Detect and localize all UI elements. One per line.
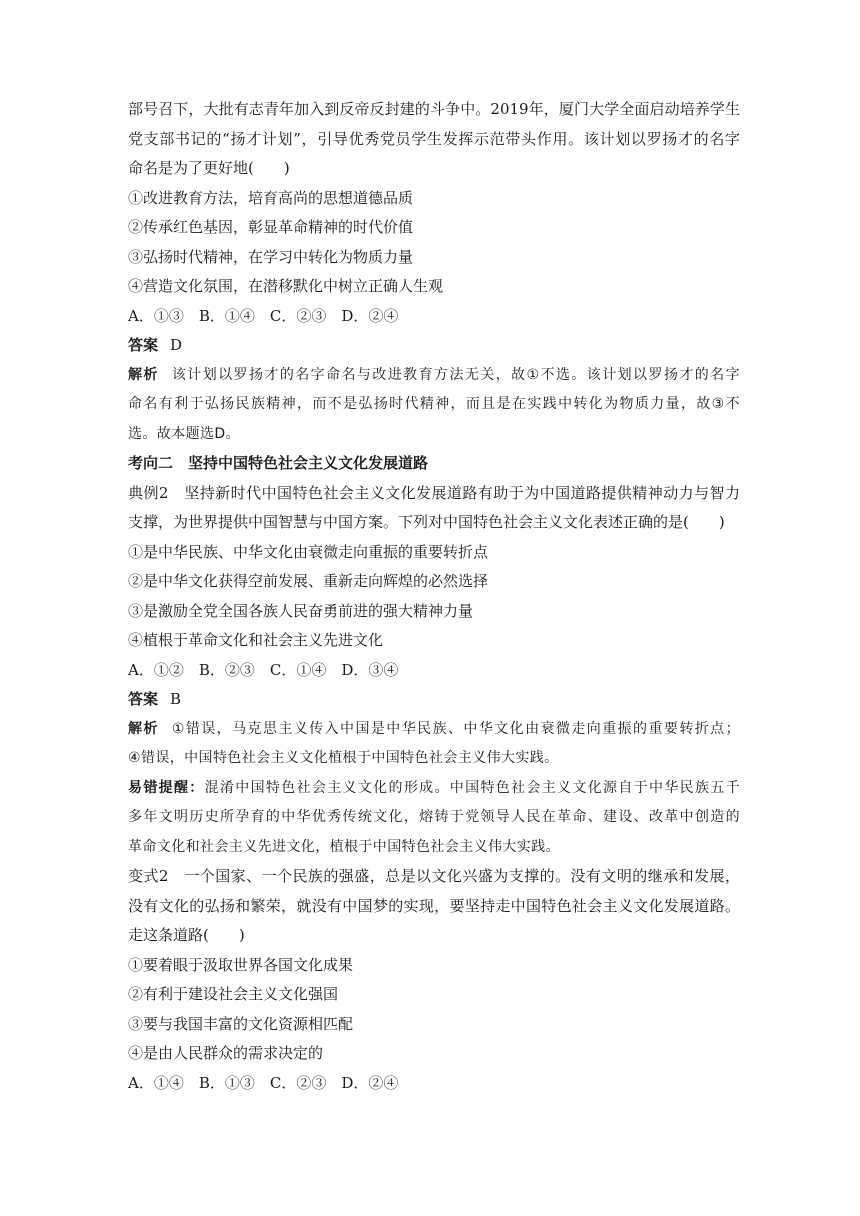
q1-option-2: ②传承红色基因，彰显革命精神的时代价值: [128, 218, 414, 236]
page-content: [128, 95, 740, 1098]
example2-analysis-line-1: [128, 715, 740, 745]
q1-option-1: ①改进教育方法，培育高尚的思想道德品质: [128, 188, 414, 207]
example2-answer: [128, 685, 740, 715]
variant2-option-2: ②有利于建设社会主义文化强国: [128, 985, 339, 1003]
q1-analysis-line-2: 命名有利于弘扬民族精神，而不是弘扬时代精神，而且是在实践中转化为物质力量，故③不: [128, 396, 740, 412]
example2-tip-line-1: [128, 774, 740, 804]
example2-option-3: ③是激励全党全国各族人民奋勇前进的强大精神力量: [128, 601, 474, 620]
q1-answer-value: D: [170, 336, 183, 354]
example2-option-2: ②是中华文化获得空前发展、重新走向辉煌的必然选择: [128, 572, 489, 590]
example2-answer-label: 答案: [128, 690, 159, 708]
example2-stem-line-1: 典例2 坚持新时代中国特色社会主义文化发展道路有助于为中国道路提供精神动力与智力: [128, 483, 740, 502]
q1-option-3: ③弘扬时代精神，在学习中转化为物质力量: [128, 247, 414, 266]
example2-choices: A．①② B．②③ C．①④ D．③④: [128, 660, 399, 679]
variant2-choices: A．①④ B．①③ C．②③ D．②④: [128, 1073, 399, 1092]
variant2-stem-line-1: 变式2 一个国家、一个民族的强盛，总是以文化兴盛为支撑的。没有文明的继承和发展，: [128, 867, 740, 885]
variant2-option-1: ①要着眼于汲取世界各国文化成果: [128, 955, 354, 974]
example2-option-4: ④植根于革命文化和社会主义先进文化: [128, 631, 384, 649]
q1-choices: A．①③ B．①④ C．②③ D．②④: [128, 306, 399, 325]
q1-stem-line-2: 党支部书记的“扬才计划”，引导优秀党员学生发挥示范带头作用。该计划以罗扬才的名字: [128, 129, 740, 148]
example2-analysis-label: 解析: [128, 720, 159, 737]
variant2-option-4: ④是由人民群众的需求决定的: [128, 1044, 324, 1062]
q1-stem-line-1: 部号召下，大批有志青年加入到反帝反封建的斗争中。2019年，厦门大学全面启动培养学生: [128, 100, 740, 118]
example2-tip-text-1: 混淆中国特色社会主义文化的形成。中国特色社会主义文化源自于中华民族五千: [204, 779, 740, 796]
q1-analysis-line-1: [128, 361, 740, 391]
variant2-stem-line-2: 没有文化的弘扬和繁荣，就没有中国梦的实现，要坚持走中国特色社会主义文化发展道路。: [128, 896, 740, 915]
example2-analysis-text-1: ①错误，马克思主义传入中国是中华民族、中华文化由衰微走向重振的重要转折点；: [170, 720, 740, 737]
example2-analysis-line-2: ④错误，中国特色社会主义文化植根于中国特色社会主义伟大实践。: [128, 750, 559, 766]
section-heading: 考向二 坚持中国特色社会主义文化发展道路: [128, 454, 429, 472]
example2-stem-line-2: 支撑，为世界提供中国智慧与中国方案。下列对中国特色社会主义文化表述正确的是( ): [128, 513, 725, 531]
q1-analysis-text-1: 该计划以罗扬才的名字命名与改进教育方法无关，故①不选。该计划以罗扬才的名字: [170, 366, 740, 383]
q1-answer-label: 答案: [128, 336, 159, 354]
example2-option-1: ①是中华民族、中华文化由衰微走向重振的重要转折点: [128, 542, 489, 561]
example2-tip-line-3: 革命文化和社会主义先进文化，植根于中国特色社会主义伟大实践。: [128, 838, 560, 855]
q1-stem-line-3: 命名是为了更好地( ): [128, 159, 290, 177]
example2-tip-line-2: 多年文明历史所孕育的中华优秀传统文化，熔铸于党领导人民在革命、建设、改革中创造的: [128, 809, 740, 825]
q1-analysis-label: 解析: [128, 366, 159, 383]
variant2-option-3: ③要与我国丰富的文化资源相匹配: [128, 1014, 354, 1033]
example2-tip-label: 易错提醒：: [128, 779, 205, 796]
example2-answer-value: B: [170, 690, 182, 708]
q1-answer: [128, 331, 740, 361]
variant2-stem-line-3: 走这条道路( ): [128, 926, 245, 944]
q1-analysis-line-3: 选。故本题选D。: [128, 425, 240, 442]
q1-option-4: ④营造文化氛围，在潜移默化中树立正确人生观: [128, 277, 444, 295]
